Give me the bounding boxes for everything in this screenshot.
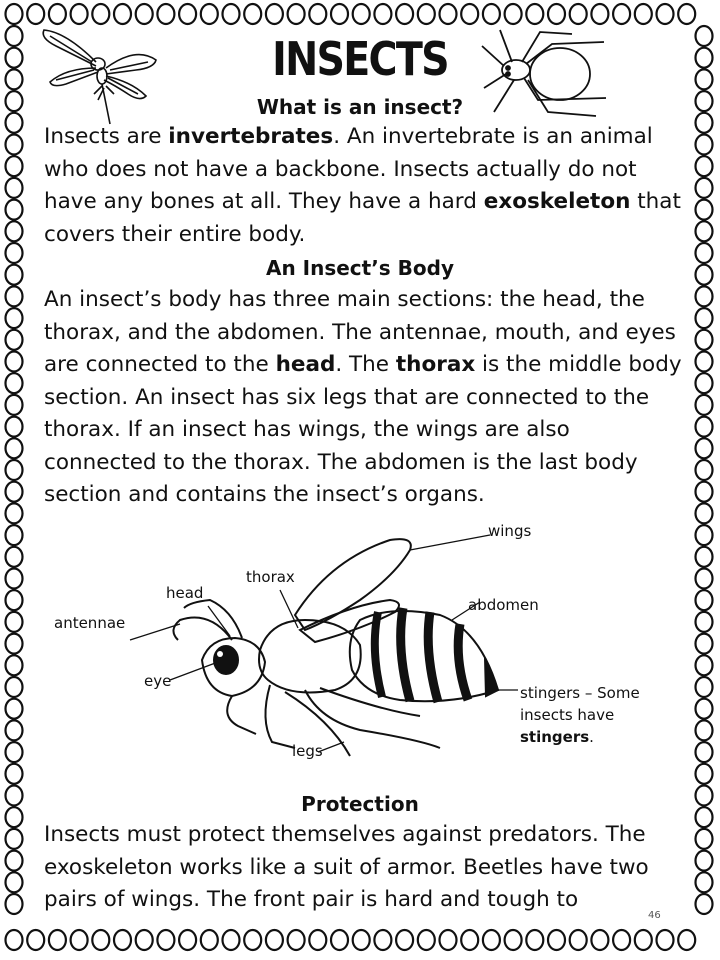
border-circle xyxy=(6,417,23,437)
border-circle xyxy=(613,4,630,24)
border-circle xyxy=(6,221,23,241)
border-circle xyxy=(548,930,565,950)
label-eye: eye xyxy=(144,672,172,690)
border-circle xyxy=(92,930,109,950)
border-circle xyxy=(6,634,23,654)
border-circle xyxy=(440,4,457,24)
label-legs: legs xyxy=(292,742,323,760)
border-circle xyxy=(696,634,713,654)
border-circle xyxy=(696,612,713,632)
label-stingers-line2: insects have xyxy=(520,706,615,724)
border-circle xyxy=(526,4,543,24)
border-circle xyxy=(696,200,713,220)
border-circle xyxy=(223,4,240,24)
page-number: 46 xyxy=(648,910,661,921)
section-heading-what-is-an-insect: What is an insect? xyxy=(256,95,464,119)
border-circle xyxy=(696,872,713,892)
border-circle xyxy=(696,308,713,328)
border-circle xyxy=(223,930,240,950)
border-circle xyxy=(6,764,23,784)
border-circle xyxy=(657,930,674,950)
label-stingers xyxy=(520,682,640,748)
border-circle xyxy=(696,373,713,393)
border-circle xyxy=(696,569,713,589)
paragraph-line: thorax, and the abdomen. The antennae, mouth, and eyes xyxy=(44,319,676,345)
border-circle xyxy=(49,930,66,950)
border-circle xyxy=(696,352,713,372)
border-circle xyxy=(696,26,713,46)
border-circle xyxy=(71,930,88,950)
label-stingers-line3: stingers. xyxy=(520,728,594,746)
paragraph-line: connected to the thorax. The abdomen is the last body xyxy=(44,449,638,475)
border-circle xyxy=(591,930,608,950)
border-circle xyxy=(374,930,391,950)
border-circle xyxy=(696,525,713,545)
border-circle xyxy=(374,4,391,24)
border-circle xyxy=(696,48,713,68)
border-circle xyxy=(657,4,674,24)
border-circle xyxy=(696,395,713,415)
border-circle xyxy=(6,286,23,306)
border-circle xyxy=(114,930,131,950)
pointer-wings xyxy=(410,535,490,550)
border-circle xyxy=(71,4,88,24)
border-circle xyxy=(396,930,413,950)
paragraph-protection xyxy=(44,819,694,917)
border-circle xyxy=(6,851,23,871)
border-circle xyxy=(331,4,348,24)
border-circle xyxy=(6,872,23,892)
paragraph-line: thorax. If an insect has wings, the wings are also xyxy=(44,417,570,442)
border-circle xyxy=(696,677,713,697)
border-circle xyxy=(696,742,713,762)
eye-shape xyxy=(214,646,238,674)
paragraph-insect-body xyxy=(44,284,694,512)
paragraph-line: exoskeleton works like a suit of armor. Beetles have two xyxy=(44,854,649,880)
paragraph-line: have any bones at all. They have a hard exoskeleton that xyxy=(44,189,681,214)
insect-body-diagram xyxy=(120,520,540,770)
border-circle xyxy=(505,930,522,950)
border-circle xyxy=(696,547,713,567)
border-circle xyxy=(201,930,218,950)
border-circle xyxy=(696,655,713,675)
border-circle xyxy=(6,352,23,372)
pointer-eye xyxy=(170,662,218,680)
border-circle xyxy=(244,930,261,950)
paragraph-line: section. An insect has six legs that are connected to the xyxy=(44,384,650,410)
border-circle xyxy=(179,930,196,950)
paragraph-line: Insects must protect themselves against predators. The xyxy=(44,822,646,847)
border-circle xyxy=(6,525,23,545)
label-abdomen: abdomen xyxy=(468,596,539,614)
border-circle xyxy=(6,48,23,68)
border-circle xyxy=(548,4,565,24)
section-heading-protection: Protection xyxy=(301,792,419,816)
border-circle xyxy=(461,930,478,950)
pointer-antennae xyxy=(130,624,180,640)
paragraph-line: Insects are invertebrates. An invertebrate is an animal xyxy=(44,124,653,149)
paragraph-line: pairs of wings. The front pair is hard and tough to xyxy=(44,887,579,912)
border-circle xyxy=(418,930,435,950)
border-circle xyxy=(396,4,413,24)
border-circle xyxy=(179,4,196,24)
border-circle xyxy=(6,4,23,24)
border-circle xyxy=(6,156,23,176)
border-circle xyxy=(526,930,543,950)
border-circle xyxy=(570,930,587,950)
border-circle xyxy=(309,930,326,950)
border-circle xyxy=(696,894,713,914)
border-circle xyxy=(6,930,23,950)
paragraph-line: covers their entire body. xyxy=(44,221,306,247)
border-circle xyxy=(696,330,713,350)
border-circle xyxy=(461,4,478,24)
border-circle xyxy=(696,221,713,241)
border-circle xyxy=(92,4,109,24)
border-circle xyxy=(244,4,261,24)
border-circle xyxy=(114,4,131,24)
paragraph-what-is-an-insect xyxy=(44,121,694,251)
border-circle xyxy=(483,4,500,24)
border-circle xyxy=(353,930,370,950)
border-circle xyxy=(696,699,713,719)
border-circle xyxy=(157,930,174,950)
label-wings: wings xyxy=(488,522,532,540)
border-circle xyxy=(505,4,522,24)
thorax-outline xyxy=(259,620,361,692)
border-circle xyxy=(696,720,713,740)
label-antennae: antennae xyxy=(54,614,126,632)
border-circle xyxy=(483,930,500,950)
border-circle xyxy=(266,4,283,24)
paragraph-line: who does not have a backbone. Insects actually do not xyxy=(44,156,637,182)
paragraph-line: are connected to the head. The thorax is the middle body xyxy=(44,352,682,377)
border-circle xyxy=(440,930,457,950)
border-circle xyxy=(418,4,435,24)
border-circle xyxy=(696,503,713,523)
border-circle xyxy=(136,4,153,24)
border-circle xyxy=(353,4,370,24)
border-circle xyxy=(6,135,23,155)
border-circle xyxy=(570,4,587,24)
border-circle xyxy=(6,460,23,480)
border-circle xyxy=(635,4,652,24)
border-circle xyxy=(6,438,23,458)
border-circle xyxy=(6,482,23,502)
wing-upper xyxy=(295,539,411,630)
border-circle xyxy=(49,4,66,24)
border-circle xyxy=(696,851,713,871)
border-circle xyxy=(678,930,695,950)
label-thorax: thorax xyxy=(246,568,295,586)
border-circle xyxy=(6,590,23,610)
border-circle xyxy=(6,742,23,762)
border-circle xyxy=(696,69,713,89)
section-heading-insect-body: An Insect’s Body xyxy=(265,256,455,280)
paragraph-line: An insect’s body has three main sections: the head, the xyxy=(44,287,645,312)
border-circle xyxy=(696,829,713,849)
border-circle xyxy=(6,699,23,719)
border-circle xyxy=(696,764,713,784)
page-title: INSECTS xyxy=(272,32,448,86)
border-circle xyxy=(331,930,348,950)
border-circle xyxy=(6,26,23,46)
border-circle xyxy=(696,286,713,306)
label-head: head xyxy=(166,584,204,602)
label-stingers-line1: stingers – Some xyxy=(520,684,640,702)
border-circle xyxy=(6,395,23,415)
border-circle xyxy=(613,930,630,950)
border-circle xyxy=(696,460,713,480)
border-circle xyxy=(27,4,44,24)
border-circle xyxy=(696,590,713,610)
border-circle xyxy=(6,330,23,350)
border-circle xyxy=(136,930,153,950)
border-circle xyxy=(696,438,713,458)
border-circle xyxy=(6,894,23,914)
border-circle xyxy=(288,930,305,950)
border-circle xyxy=(266,930,283,950)
border-circle xyxy=(696,417,713,437)
border-circle xyxy=(201,4,218,24)
border-circle xyxy=(696,135,713,155)
border-circle xyxy=(696,178,713,198)
border-circle xyxy=(678,4,695,24)
border-circle xyxy=(6,178,23,198)
border-circle xyxy=(6,200,23,220)
border-circle xyxy=(591,4,608,24)
border-circle xyxy=(288,4,305,24)
border-circle xyxy=(6,373,23,393)
border-circle xyxy=(6,677,23,697)
border-circle xyxy=(6,655,23,675)
border-circle xyxy=(6,69,23,89)
border-circle xyxy=(6,503,23,523)
border-circle xyxy=(6,612,23,632)
border-circle xyxy=(6,829,23,849)
border-circle xyxy=(6,569,23,589)
border-circle xyxy=(696,482,713,502)
border-circle xyxy=(157,4,174,24)
border-circle xyxy=(635,930,652,950)
border-circle xyxy=(6,720,23,740)
border-circle xyxy=(309,4,326,24)
border-circle xyxy=(696,156,713,176)
border-circle xyxy=(6,547,23,567)
paragraph-line: section and contains the insect’s organs. xyxy=(44,482,485,507)
border-circle xyxy=(27,930,44,950)
border-circle xyxy=(6,308,23,328)
